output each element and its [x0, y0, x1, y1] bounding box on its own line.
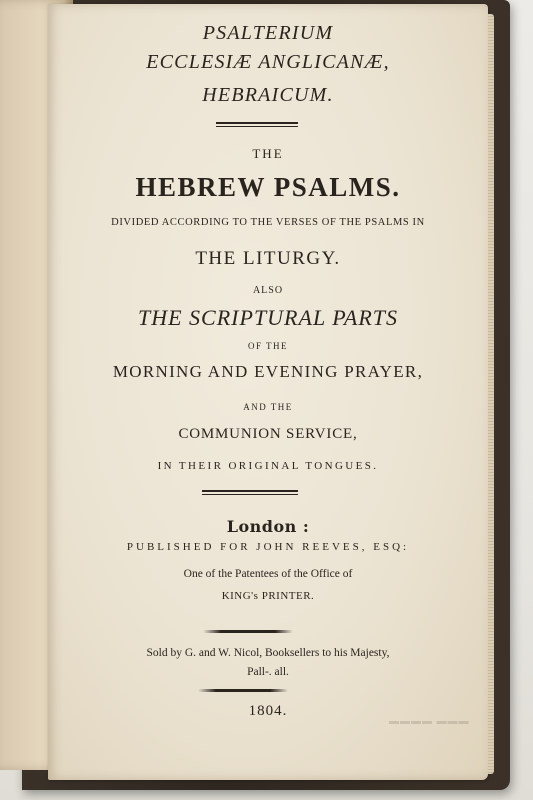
tapered-rule-2	[198, 689, 288, 692]
published-for-line: PUBLISHED FOR JOHN REEVES, ESQ:	[126, 541, 410, 553]
kings-printer-line: KING's PRINTER.	[221, 590, 315, 602]
main-title: HEBREW PSALMS.	[135, 172, 401, 202]
double-rule-top	[216, 122, 298, 127]
sold-by-line-1: Sold by G. and W. Nicol, Booksellers to his Majesty,	[146, 647, 390, 659]
the-label: THE	[252, 146, 284, 161]
and-the-label: AND THE	[243, 402, 293, 412]
original-tongues-line: IN THEIR ORIGINAL TONGUES.	[157, 460, 379, 472]
title-page	[48, 4, 488, 780]
show-through-text: ▬▬▬ ▬▬▬▬	[388, 716, 469, 727]
page-edges	[488, 14, 494, 774]
liturgy-line: THE LITURGY.	[195, 248, 341, 269]
patentee-line: One of the Patentees of the Office of	[183, 568, 353, 580]
latin-title-line-1: PSALTERIUM	[202, 22, 334, 44]
sold-by-line-2: Pall-. all.	[247, 666, 289, 678]
latin-title-line-3: HEBRAICUM.	[202, 84, 334, 106]
of-the-label: OF THE	[247, 341, 289, 351]
also-label: ALSO	[252, 285, 284, 296]
communion-line: COMMUNION SERVICE,	[178, 426, 358, 442]
morning-evening-line: MORNING AND EVENING PRAYER,	[112, 362, 424, 381]
city-line: London :	[226, 517, 310, 536]
double-rule-middle	[202, 490, 298, 495]
scriptural-parts-line: THE SCRIPTURAL PARTS	[138, 305, 398, 330]
year-line: 1804.	[248, 703, 288, 719]
divided-line: DIVIDED ACCORDING TO THE VERSES OF THE PSALMS IN	[111, 217, 425, 228]
latin-title-line-2: ECCLESIÆ ANGLICANÆ,	[146, 51, 390, 73]
tapered-rule-1	[203, 630, 293, 633]
